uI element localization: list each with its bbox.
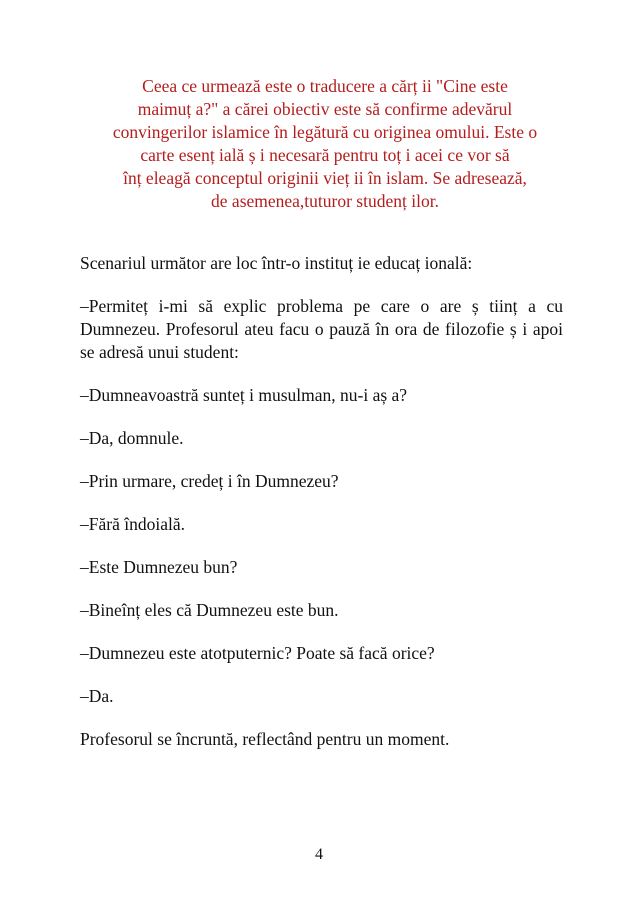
paragraph-professor-intro: –Permiteț i-mi să explic problema pe care o are ș tiinț a cu Dumnezeu. Profesorul ateu facu o pauză în ora de filozofie ș i apoi se adresă unui student: (80, 296, 563, 362)
intro-line: convingerilor islamice în legătură cu originea omului. Este o (112, 122, 538, 142)
dialogue-body (80, 252, 563, 751)
intro-line: carte esenț ială ș i necesară pentru toț i acei ce vor să (140, 145, 510, 165)
intro-line: maimuț a?" a cărei obiectiv este să confirme adevărul (137, 99, 513, 119)
dialogue-line: –Bineînț eles că Dumnezeu este bun. (80, 600, 339, 620)
intro-line: Ceea ce urmează este o traducere a cărț ii "Cine este (142, 76, 508, 96)
dialogue-line: –Fără îndoială. (80, 514, 185, 534)
intro-line: de asemenea,tuturor studenț ilor. (211, 191, 439, 211)
paragraph-professor-frown: Profesorul se încruntă, reflectând pentru un moment. (80, 729, 450, 749)
dialogue-line: –Dumneavoastră sunteț i musulman, nu-i aș a? (80, 385, 408, 405)
dialogue-line: –Dumnezeu este atotputernic? Poate să facă orice? (80, 643, 435, 663)
dialogue-line: –Da. (80, 686, 114, 706)
dialogue-line: –Da, domnule. (80, 428, 184, 448)
translator-note (70, 75, 580, 213)
paragraph-scenario: Scenariul următor are loc într-o instituț ie educaț ională: (80, 253, 473, 273)
dialogue-line: –Prin urmare, credeț i în Dumnezeu? (80, 471, 339, 491)
page-number: 4 (315, 846, 323, 863)
dialogue-line: –Este Dumnezeu bun? (80, 557, 238, 577)
intro-line: înț eleagă conceptul originii vieț ii în islam. Se adresează, (123, 168, 527, 188)
